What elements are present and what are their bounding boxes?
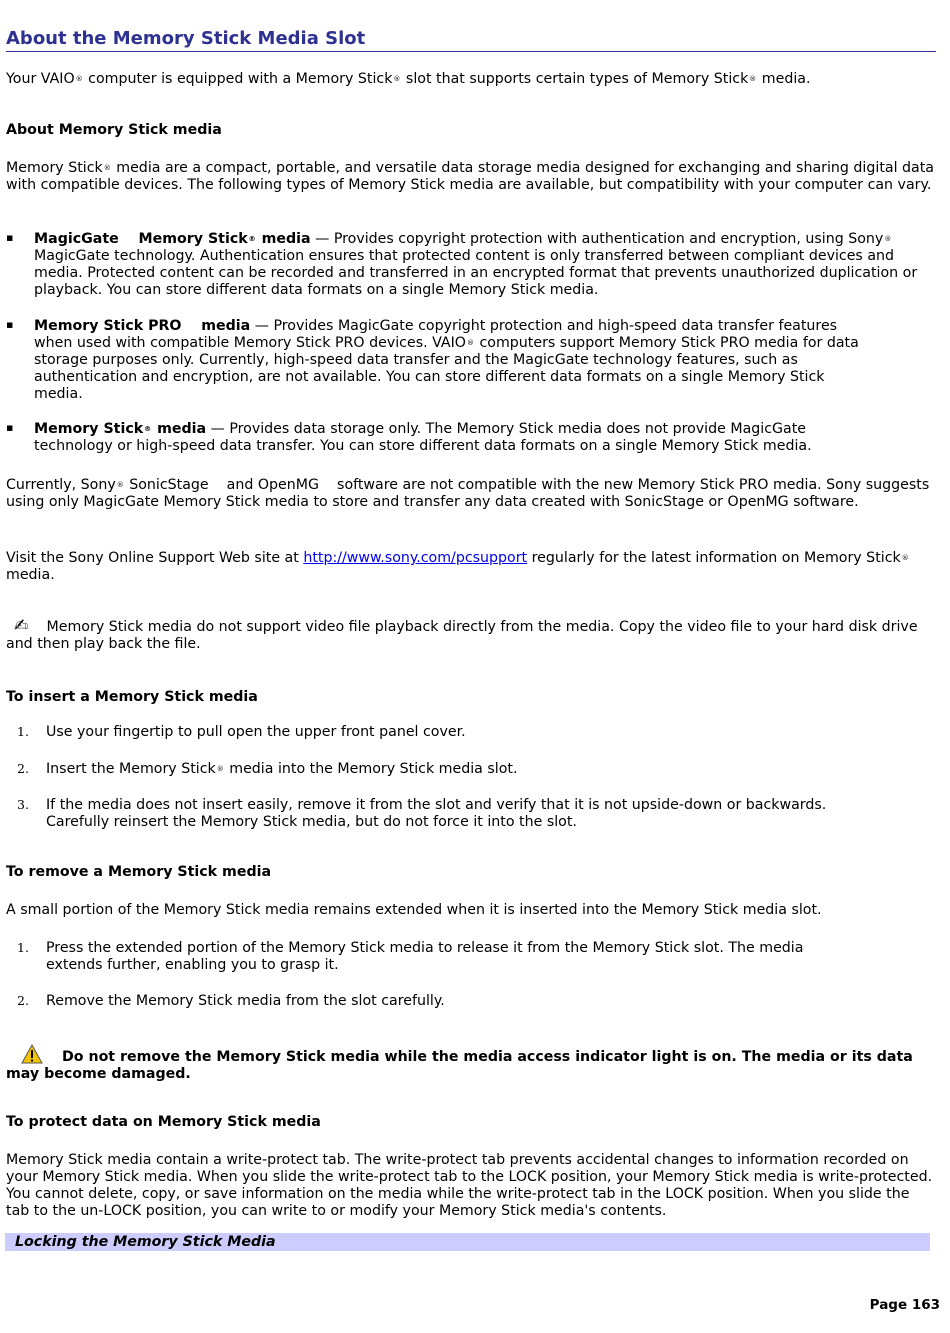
note-pen-icon: ✍ bbox=[14, 616, 29, 636]
bullet-memory-stick-pro: ▪ Memory Stick PRO media — Provides MagicGate copyright protection and high-speed data transfer features when used with compatible Memory Stick PRO devices. VAIO® computers support Memory Stick PRO media for data storage purposes only. Currently, high-speed data transfer and the MagicGate technology features, such as authentication and encryption, are not available. You can store different data formats on a single Memory Stick media. bbox=[6, 318, 859, 402]
section-heading-about-media: About Memory Stick media bbox=[6, 122, 222, 138]
insert-step: 2. Insert the Memory Stick® media into the Memory Stick media slot. bbox=[17, 761, 518, 777]
page-number: Page 163 bbox=[869, 1297, 940, 1313]
step-number: 3. bbox=[17, 797, 29, 812]
section-heading-remove: To remove a Memory Stick media bbox=[6, 864, 272, 880]
step-number: 2. bbox=[17, 761, 29, 776]
warning-paragraph: Do not remove the Memory Stick media while the media access indicator light is on. The media or its data may become damaged. bbox=[6, 1044, 936, 1083]
bullet-memory-stick: ▪ Memory Stick® media — Provides data storage only. The Memory Stick media does not provide MagicGate technology or high-speed data transfer. You can store different data formats on a single Memory Stick media. bbox=[6, 421, 812, 454]
step-number: 1. bbox=[17, 724, 29, 739]
remove-intro-paragraph: A small portion of the Memory Stick media remains extended when it is inserted into the Memory Stick media slot. bbox=[6, 902, 822, 918]
step-number: 2. bbox=[17, 993, 29, 1008]
about-media-paragraph: Memory Stick® media are a compact, portable, and versatile data storage media designed for exchanging and sharing digital data with compatible devices. The following types of Memory Stick media are available, but compatibility with your computer can vary. bbox=[6, 160, 934, 193]
warning-icon bbox=[6, 1044, 46, 1064]
subsection-bar bbox=[5, 1233, 930, 1251]
section-heading-protect: To protect data on Memory Stick media bbox=[6, 1114, 321, 1130]
subsection-bar-label: Locking the Memory Stick Media bbox=[15, 1234, 276, 1250]
intro-paragraph: Your VAIO® computer is equipped with a Memory Stick® slot that supports certain types of Memory Stick® media. bbox=[6, 71, 811, 87]
insert-step: 3. If the media does not insert easily, remove it from the slot and verify that it is not upside-down or backwards. Carefully reinsert the Memory Stick media, but do not force it into the slot. bbox=[17, 797, 827, 830]
bullet-marker: ▪ bbox=[6, 231, 14, 244]
bullet-magicgate: ▪ MagicGate Memory Stick® media — Provides copyright protection with authentication and encryption, using Sony® MagicGate technology. Authentication ensures that protected content is only transferred between compliant devices and media. Protected content can be recorded and transferred in an encrypted format that prevents unauthorized duplication or playback. You can store different data formats on a single Memory Stick media. bbox=[6, 231, 918, 298]
bullet-marker: ▪ bbox=[6, 421, 14, 434]
sony-support-link[interactable]: http://www.sony.com/pcsupport bbox=[303, 550, 528, 566]
protect-paragraph: Memory Stick media contain a write-protect tab. The write-protect tab prevents accidental changes to information recorded on your Memory Stick media. When you slide the write-protect tab to the LOCK position, your Memory Stick media is write-protected. You cannot delete, copy, or save information on the media while the write-protect tab in the LOCK position. When you slide the tab to the un-LOCK position, you can write to or modify your Memory Stick media's contents. bbox=[6, 1152, 933, 1219]
remove-step: 2. Remove the Memory Stick media from the slot carefully. bbox=[17, 993, 445, 1009]
insert-step: 1. Use your fingertip to pull open the upper front panel cover. bbox=[17, 724, 466, 740]
section-heading-insert: To insert a Memory Stick media bbox=[6, 689, 258, 705]
note-paragraph: ✍ Memory Stick media do not support video file playback directly from the media. Copy the video file to your hard disk drive and then play back the file. bbox=[6, 616, 918, 652]
bullet-marker: ▪ bbox=[6, 318, 14, 331]
sony-software-paragraph: Currently, Sony® SonicStage and OpenMG software are not compatible with the new Memory Stick PRO media. Sony suggests using only MagicGate Memory Stick media to store and transfer any data created with SonicStage or OpenMG software. bbox=[6, 477, 930, 510]
visit-support-paragraph: Visit the Sony Online Support Web site at http://www.sony.com/pcsupport regularly for the latest information on Memory Stick® media. bbox=[6, 550, 909, 583]
page-title: About the Memory Stick Media Slot bbox=[6, 28, 936, 52]
step-number: 1. bbox=[17, 940, 29, 955]
remove-step: 1. Press the extended portion of the Memory Stick media to release it from the Memory Stick slot. The media extends further, enabling you to grasp it. bbox=[17, 940, 804, 973]
